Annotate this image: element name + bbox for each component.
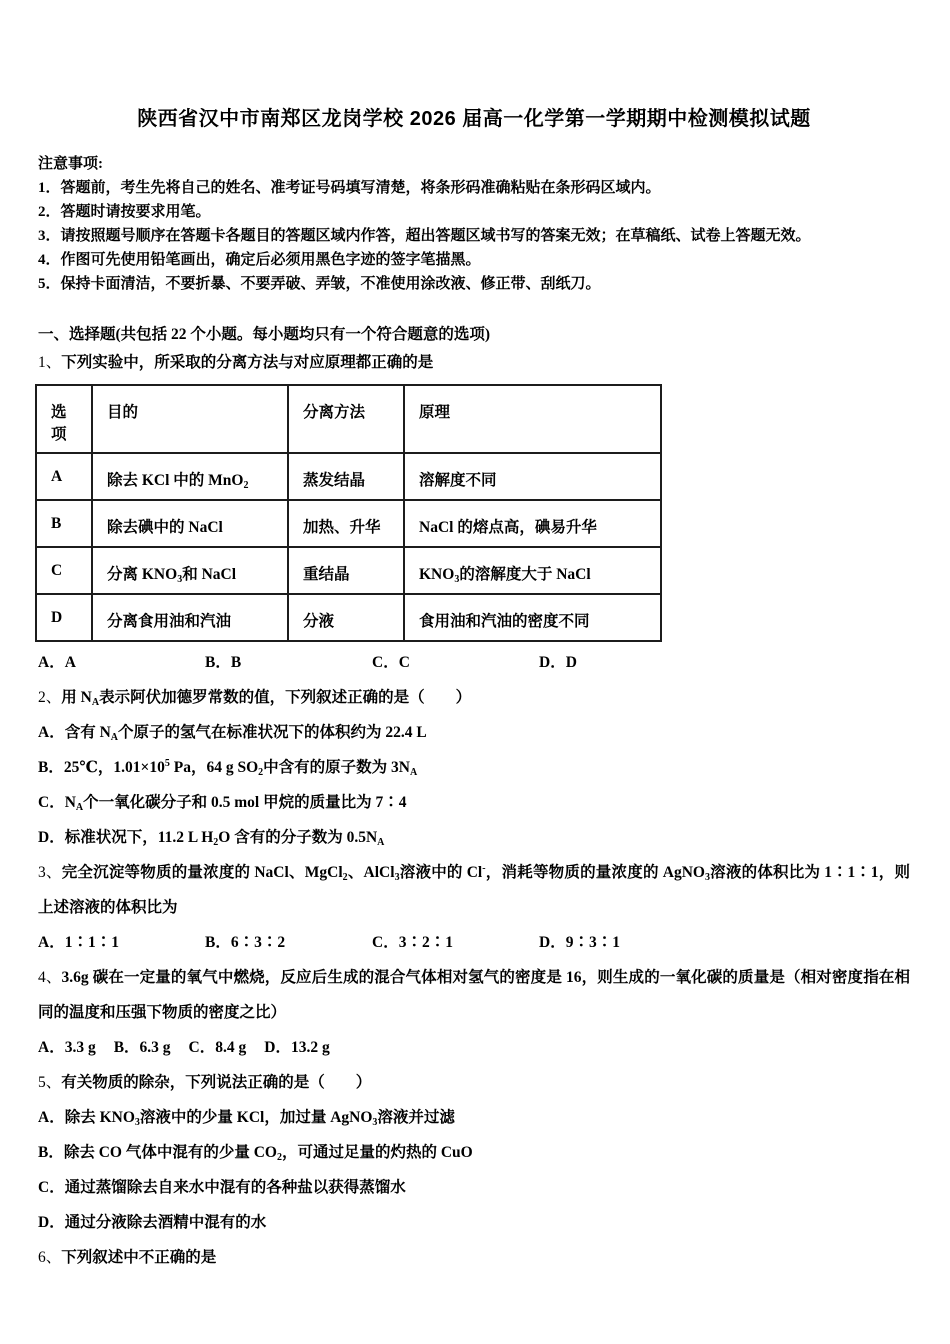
option-a: A．含有 $N_A$个原子的氢气在标准状况下的体积约为 22.4 L bbox=[38, 724, 427, 743]
question-6-stem: 6、下列叙述中不正确的是 bbox=[38, 1249, 217, 1266]
option-a: A．3.3 g bbox=[38, 1039, 96, 1056]
option-c: C．通过蒸馏除去自来水中混有的各种盐以获得蒸馏水 bbox=[38, 1179, 406, 1196]
notes-heading: 注意事项: bbox=[38, 156, 103, 172]
note-line-3: 3．请按照题号顺序在答题卡各题目的答题区域内作答，超出答题区域书写的答案无效；在草稿纸、试卷上答题无效。 bbox=[38, 228, 811, 244]
option-b: B．25℃，$1.01\times 10^5$ Pa，64 g $SO_2$中含有的原子数为 $3N_A$ bbox=[38, 758, 418, 778]
question-5 bbox=[38, 1065, 910, 1240]
option-b: B．6∶3∶2 bbox=[205, 934, 286, 951]
option-a: A．除去 $KNO_3$溶液中的少量 KCl，加过量 AgNO$_3$溶液并过滤 bbox=[38, 1109, 455, 1128]
table-cell: 重结晶 bbox=[288, 547, 404, 594]
option-d: D．13.2 g bbox=[264, 1039, 330, 1056]
question-4 bbox=[38, 960, 910, 1065]
table-header-purpose: 目的 bbox=[92, 385, 288, 453]
table-cell: C bbox=[36, 547, 92, 594]
option-c: C．3∶2∶1 bbox=[372, 934, 453, 951]
table-cell: 除去碘中的 NaCl bbox=[92, 500, 288, 547]
question-2-number: 2、 bbox=[38, 689, 62, 706]
question-1-options bbox=[38, 646, 910, 680]
note-line-2: 2．答题时请按要求用笔。 bbox=[38, 204, 211, 220]
option-a: A．1∶1∶1 bbox=[38, 934, 119, 951]
question-6-number: 6、 bbox=[38, 1249, 62, 1266]
section-heading: 一、选择题(共包括 22 个小题。每小题均只有一个符合题意的选项) bbox=[38, 326, 491, 343]
table-cell: $KNO_3$的溶解度大于 NaCl bbox=[404, 547, 661, 594]
question-5-number: 5、 bbox=[38, 1074, 62, 1091]
question-6 bbox=[38, 1240, 910, 1275]
question-1 bbox=[38, 350, 910, 680]
table-cell: 加热、升华 bbox=[288, 500, 404, 547]
question-3-stem: 3、完全沉淀等物质的量浓度的 NaCl、MgCl$_2$、AlCl$_3$溶液中的 Cl-，消耗等物质的量浓度的 AgNO$_3$溶液的体积比为 1∶1∶1，则上述溶液的体积比为 bbox=[38, 863, 910, 916]
option-d: D．9∶3∶1 bbox=[539, 934, 620, 951]
question-3 bbox=[38, 855, 910, 960]
question-4-number: 4、 bbox=[38, 969, 62, 986]
question-5-stem: 5、有关物质的除杂，下列说法正确的是（ ） bbox=[38, 1074, 372, 1091]
table-cell: 分离食用油和汽油 bbox=[92, 594, 288, 641]
note-line-5: 5．保持卡面清洁，不要折暴、不要弄破、弄皱，不准使用涂改液、修正带、刮纸刀。 bbox=[38, 276, 601, 292]
exam-notes bbox=[38, 152, 910, 296]
table-cell: B bbox=[36, 500, 92, 547]
table-header-option: 选项 bbox=[36, 385, 92, 453]
page-title: 陕西省汉中市南郑区龙岗学校 2026 届高一化学第一学期期中检测模拟试题 bbox=[137, 108, 811, 130]
option-b: B．B bbox=[205, 654, 242, 671]
option-a: A．A bbox=[38, 654, 76, 671]
table-header-row bbox=[36, 385, 661, 453]
table-cell: 分液 bbox=[288, 594, 404, 641]
note-line-4: 4．作图可先使用铅笔画出，确定后必须用黑色字迹的签字笔描黑。 bbox=[38, 252, 481, 268]
option-c: C．8.4 g bbox=[188, 1039, 247, 1056]
table-cell: NaCl 的熔点高，碘易升华 bbox=[404, 500, 661, 547]
table-cell: 分离 $KNO_3$和 NaCl bbox=[92, 547, 288, 594]
question-3-number: 3、 bbox=[38, 864, 62, 881]
table-cell: 蒸发结晶 bbox=[288, 453, 404, 500]
option-d: D．通过分液除去酒精中混有的水 bbox=[38, 1214, 267, 1231]
table-cell: 溶解度不同 bbox=[404, 453, 661, 500]
question-2 bbox=[38, 680, 910, 855]
table-cell: 食用油和汽油的密度不同 bbox=[404, 594, 661, 641]
question-4-options bbox=[38, 1030, 910, 1065]
option-c: C．$N_A$个一氧化碳分子和 0.5 mol 甲烷的质量比为 7∶4 bbox=[38, 794, 407, 813]
option-b: B．除去 CO 气体中混有的少量 $CO_2$，可通过足量的灼热的 CuO bbox=[38, 1144, 473, 1163]
question-1-number: 1、 bbox=[38, 354, 62, 371]
question-2-stem: 2、用 $N_A$表示阿伏加德罗常数的值，下列叙述正确的是（ ） bbox=[38, 689, 472, 708]
option-b: B．6.3 g bbox=[113, 1039, 171, 1056]
table-cell: 除去 KCl 中的 MnO$_2$ bbox=[92, 453, 288, 500]
option-d: D．标准状况下，11.2 L $H_2O$ 含有的分子数为 $0.5N_A$ bbox=[38, 829, 385, 848]
table-row bbox=[36, 500, 661, 547]
table-row bbox=[36, 453, 661, 500]
question-4-stem: 4、3.6g 碳在一定量的氧气中燃烧，反应后生成的混合气体相对氢气的密度是 16，则生成的一氧化碳的质量是（相对密度指在相同的温度和压强下物质的密度之比） bbox=[38, 969, 910, 1021]
option-d: D．D bbox=[539, 654, 577, 671]
table-header-theory: 原理 bbox=[404, 385, 661, 453]
option-c: C．C bbox=[372, 654, 410, 671]
table-cell: D bbox=[36, 594, 92, 641]
table-cell: A bbox=[36, 453, 92, 500]
question-3-options bbox=[38, 925, 910, 960]
separation-methods-table bbox=[35, 384, 662, 642]
table-row bbox=[36, 594, 661, 641]
table-header-method: 分离方法 bbox=[288, 385, 404, 453]
note-line-1: 1．答题前，考生先将自己的姓名、准考证号码填写清楚，将条形码准确粘贴在条形码区域内。 bbox=[38, 180, 661, 196]
table-row bbox=[36, 547, 661, 594]
question-1-stem: 1、下列实验中，所采取的分离方法与对应原理都正确的是 bbox=[38, 354, 434, 371]
